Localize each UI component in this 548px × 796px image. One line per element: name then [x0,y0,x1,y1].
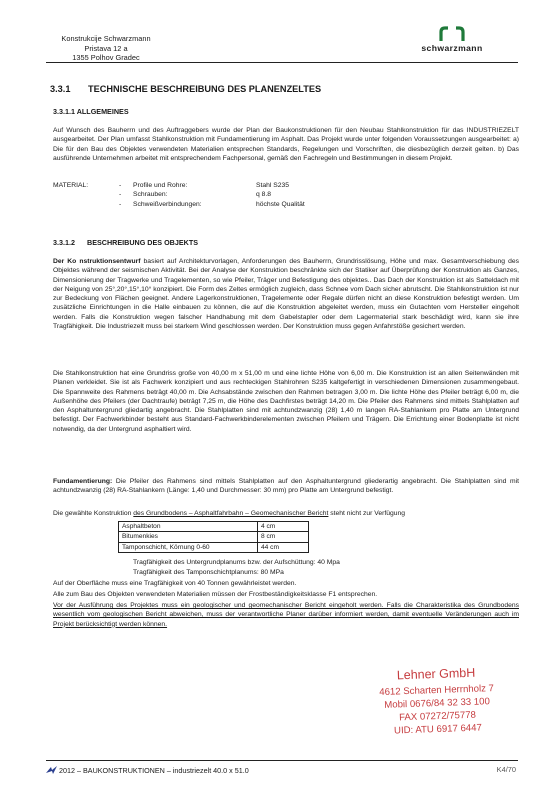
stamp-address: 4612 Scharten Herrnholz 7 [379,683,495,699]
material-value: Stahl S235 [256,182,290,189]
layer-material: Bitumenkies [119,532,258,542]
company-address [46,34,166,63]
capacity-subgrade: Tragfähigkeit des Untergrundplanums bzw. der Aufschüttung: 40 Mpa [133,559,340,566]
general-title: ALLGEMEINES [76,107,129,116]
section-title: TECHNISCHE BESCHREIBUNG DES PLANENZELTES [88,84,322,94]
frost-requirement: Alle zum Bau des Objekten verwendeten Materialien müssen der Frostbeständigkeitsklasse F1 entsprechen. [53,591,378,598]
object-dimensions-paragraph: Die Stahlkonstruktion hat eine Grundriss große von 40,00 m x 51,00 m und eine lichte Höhe von 6,00 m. Die Konstruktion ist an allen Seitenwänden mit Planen verkleidet. Sie ist als Fachwerk konzipiert und aus rechteckigen Stahlrohren S235 kaltgefertigt in verschiedenen Dimensionen zusammengebaut. Die Spannweite des Rahmens beträgt 40,00 m. Die Achsabstände zwischen den Rahmen betragen 3,00 m. Die lichte Höhe des Pfeiler beträgt 6,00 m, die Außenhöhe des Pfeilers (der Dachtraufe) beträgt 7,25 m, die Höhe des Dachfirstes beträgt 14,20 m. Die Pfeiler des Rahmens sind mittels Stahlplatten auf den Asphaltuntergrund gliedartig angebracht. Die Stahlplatten sind mit achtundzwanzig (28) 1,40 m langen RA-Stahlankern pro Platte am Untergrund befestigt. Der Fachwerkbinder besteht aus Standard-Fachwerkbinderelementen zwischen Pfeilern und Trägern. Die Errichtung einer Bodenplatte ist nicht notwendig, da der Untergrund asphaltiert wird. [53,370,519,433]
material-dash: - [119,182,122,189]
footer-rule [46,760,518,761]
general-number: 3.3.1.1 [53,107,75,116]
soil-intro [53,510,405,517]
object-number: 3.3.1.2 [53,238,75,247]
material-value: q 8.8 [256,191,272,199]
material-dash: - [119,191,122,199]
stamp-uid: UID: ATU 6917 6447 [393,722,483,737]
layer-thickness: 4 cm [258,522,309,532]
general-heading [53,107,129,116]
company-name: Konstrukcije Schwarzmann [61,34,151,43]
header-rule [46,62,518,63]
soil-layers-table [118,521,309,553]
soil-intro-underlined: des Grundbodens – Asphaltfahrbahn – Geomechanischer Bericht [133,510,329,517]
table-row [119,522,309,532]
stamp-mobile: Mobil 0676/84 32 33 100 [384,696,491,711]
foundation-lead: Fundamentierung: [53,478,113,485]
object-heading [53,238,198,247]
material-name: Schweißverbindungen: [133,200,202,208]
material-name: Profile und Rohre: [133,182,188,189]
table-row [119,532,309,542]
stamp-fax: FAX 07272/75778 [398,709,477,724]
capacity-tampon: Tragfähigkeit des Tamponschichtplanums: 80 MPa [133,569,284,576]
page-number: K4/70 [496,765,516,774]
material-label: MATERIAL: [53,182,89,189]
object-title: BESCHREIBUNG DES OBJEKTS [87,238,199,247]
stamp-company: Lehner GmbH [396,665,476,683]
layer-thickness: 8 cm [258,532,309,542]
foundation-paragraph [53,477,519,496]
object-lead: Der Ko nstruktionsentwurf [53,258,141,265]
material-dash: - [119,200,122,208]
soil-intro-end: steht nicht zur Verfügung [328,510,405,517]
document-icon [46,766,57,776]
company-city: 1355 Polhov Gradec [72,53,140,63]
section-heading [50,84,321,94]
layer-material: Asphaltbeton [119,522,258,532]
company-street: Pristava 12 a [84,43,128,53]
section-number: 3.3.1 [50,84,71,94]
company-stamp [361,664,513,738]
page-footer [46,766,518,776]
object-text: basiert auf Architekturvorlagen, Anforderungen des Bauherrn, Grundrisslösung, Höhe und max. Gesamtverschiebung des Objektes während der seismischen Aktivität. Bei der Analyse der Konstruktion beschränkte sich der Statiker auf Überprüfung der Konstruktion als Ganzes, Dimensionierung der Tragwerke und Tragelementen, so wie Pfeiler, Träger und Befestigung des objektes.. Das Dach der Konstruktion ist als Satteldach mit der Neigung von 25°,20°,15°,10° konzipiert. Die Form des Zeltes ermöglich zugleich, dass Schnee vom Dach sicher abrutscht. Die Stahlkonstruktion ist nur zur Bedeckung von Flächen geeignet. Andere Lagerkonstruktionen, Tragelemente oder Regale dürfen nicht an diese Konstruktion befestigt werden. Um zusätzliche Einrichtungen in die Halle einbauen zu können, die auf die Konstruktion abgeleitet werden, muss ein Gutachten vom Hersteller eingeholt werden. Falls die Konstruktion wegen falscher Handhabung mit dem Gabelstapler oder dem Lagermaterial stark beschädigt wird, kann sie ihre Tragfähigkeit. Die Industriezelt muss bei starkem Wind geschlossen werden. Der Konstruktion muss gegen Anfahrstöße gesichert werden. [53,258,519,331]
load-requirement: Auf der Oberfläche muss eine Tragfähigkeit von 40 Tonnen gewährleistet werden. [53,580,297,587]
material-value: höchste Qualität [256,200,305,208]
logo-text: schwarzmann [421,43,483,53]
company-logo [412,26,492,53]
foundation-text: Die Pfeiler des Rahmens sind mittels Stahlplatten auf den Asphaltuntergrund gliederartig angebracht. Die Stahlplatten sind mit achtundzwanzig (28) RA-Stahlankern (Länge: 1,40 und Durchmesser: 30 mm) pro Platte am Untergrund befestigt. [53,478,519,495]
general-paragraph: Auf Wunsch des Bauherrn und des Auftraggebers wurde der Plan der Baukonstruktionen für den Neubau Stahlkonstruktion für das INDUSTRIEZELT ausgearbeitet. Der Plan umfasst Stahlkonstruktion mit Fundamentierung im Asphalt. Das Projekt wurde unter folgenden Voraussetzungen ausgearbeitet: a) Die für den Bau des Objektes verwendeten Materialien entsprechen Standards, Regelungen und Vorschriften, die diesbezüglich derzeit gelten. b) Das ausführende Unternehmen arbeitet mit entsprechendem Fachpersonal, gemäß den Fachregeln und Bestimmungen in diesem Projekt. [53,127,519,162]
geology-warning: Vor der Ausführung des Projektes muss ein geologischer und geomechanischer Bericht eingeholt werden. Falls die Charakteristika des Grundbodens wesentlich vom geologischen Bericht abweichen, muss der verantwortliche Planer darüber informiert werden, damit eventuelle Veränderungen auch im Projekt berücksichtigt werden können. [53,602,519,628]
layer-material: Tamponschicht, Körnung 0-60 [119,542,258,552]
table-row [119,542,309,552]
footer-text: 2012 – BAUKONSTRUKTIONEN – industriezelt 40.0 x 51.0 [59,766,249,775]
soil-intro-plain: Die gewählte Konstruktion [53,510,134,517]
logo-mark-icon [439,26,465,42]
object-paragraph [53,257,519,331]
layer-thickness: 44 cm [258,542,309,552]
material-name: Schrauben: [133,191,168,199]
